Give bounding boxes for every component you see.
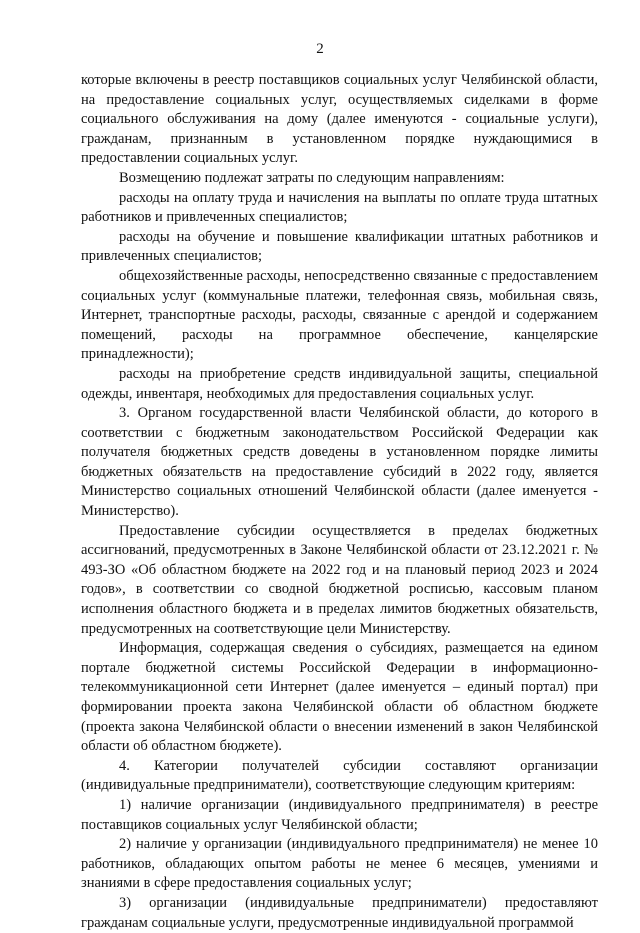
paragraph-expense-protection: расходы на приобретение средств индивидуальной защиты, специальной одежды, инвентаря, необходимых для предоставления социальных услуг. — [81, 365, 598, 402]
paragraph-portal-info: Информация, содержащая сведения о субсидиях, размещается на едином портале бюджетной системы Российской Федерации в информационно-телекоммуникационной сети Интернет (далее именуется – единый портал) при формировании проекта закона Челябинской области об областном бюджете (проекта закона Челябинской области о внесении изменений в закон Челябинской области об областном бюджете). — [81, 640, 598, 755]
paragraph-criterion-2: 2) наличие у организации (индивидуального предпринимателя) не менее 10 работников, обладающих опытом работы не менее 6 месяцев, умениями и знаниями в сфере предоставления социальных услуг; — [81, 836, 598, 892]
paragraph-clause-4: 4. Категории получателей субсидии составляют организации (индивидуальные предприниматели), соответствующие следующим критериям: — [81, 757, 598, 794]
paragraph-continuation: которые включены в реестр поставщиков социальных услуг Челябинской области, на предоставление социальных услуг, осуществляемых сиделками в форме социального обслуживания на дому (далее именуются - социальные услуги), гражданам, признанным в установленном порядке нуждающимися в предоставлении социальных услуг. — [81, 72, 598, 167]
paragraph-expense-training: расходы на обучение и повышение квалификации штатных работников и привлеченных специалистов; — [81, 228, 598, 265]
paragraph-clause-3: 3. Органом государственной власти Челябинской области, до которого в соответствии с бюджетным законодательством Российской Федерации как получателя бюджетных средств доведены в установленном порядке лимиты бюджетных обязательств на предоставление субсидий в 2022 году, является Министерство социальных отношений Челябинской области (далее именуется - Министерство). — [81, 405, 598, 520]
paragraph-criterion-1: 1) наличие организации (индивидуального предпринимателя) в реестре поставщиков социальных услуг Челябинской области; — [81, 796, 598, 833]
page-number: 2 — [316, 41, 324, 57]
paragraph-criterion-3: 3) организации (индивидуальные предприниматели) предоставляют гражданам социальные услуги, предусмотренные индивидуальной программой — [81, 894, 598, 931]
paragraph-expense-overhead: общехозяйственные расходы, непосредственно связанные с предоставлением социальных услуг (коммунальные платежи, телефонная связь, мобильная связь, Интернет, транспортные расходы, расходы, связанные с арендой и содержанием помещений, расходы на программное обеспечение, канцелярские принадлежности); — [81, 267, 598, 363]
paragraph-subsidy-budget: Предоставление субсидии осуществляется в пределах бюджетных ассигнований, предусмотренных в Законе Челябинской области от 23.12.2021 г. № 493-ЗО «Об областном бюджете на 2022 год и на плановый период 2023 и 2024 годов», в соответствии со сводной бюджетной росписью, кассовым планом исполнения областного бюджета и в пределах лимитов бюджетных обязательств, предусмотренных на соответствующие цели Министерству. — [81, 522, 598, 637]
paragraph-expense-labor: расходы на оплату труда и начисления на выплаты по оплате труда штатных работников и привлеченных специалистов; — [81, 189, 598, 226]
paragraph-expense-intro: Возмещению подлежат затраты по следующим направлениям: — [119, 169, 505, 186]
document-body — [81, 71, 598, 933]
